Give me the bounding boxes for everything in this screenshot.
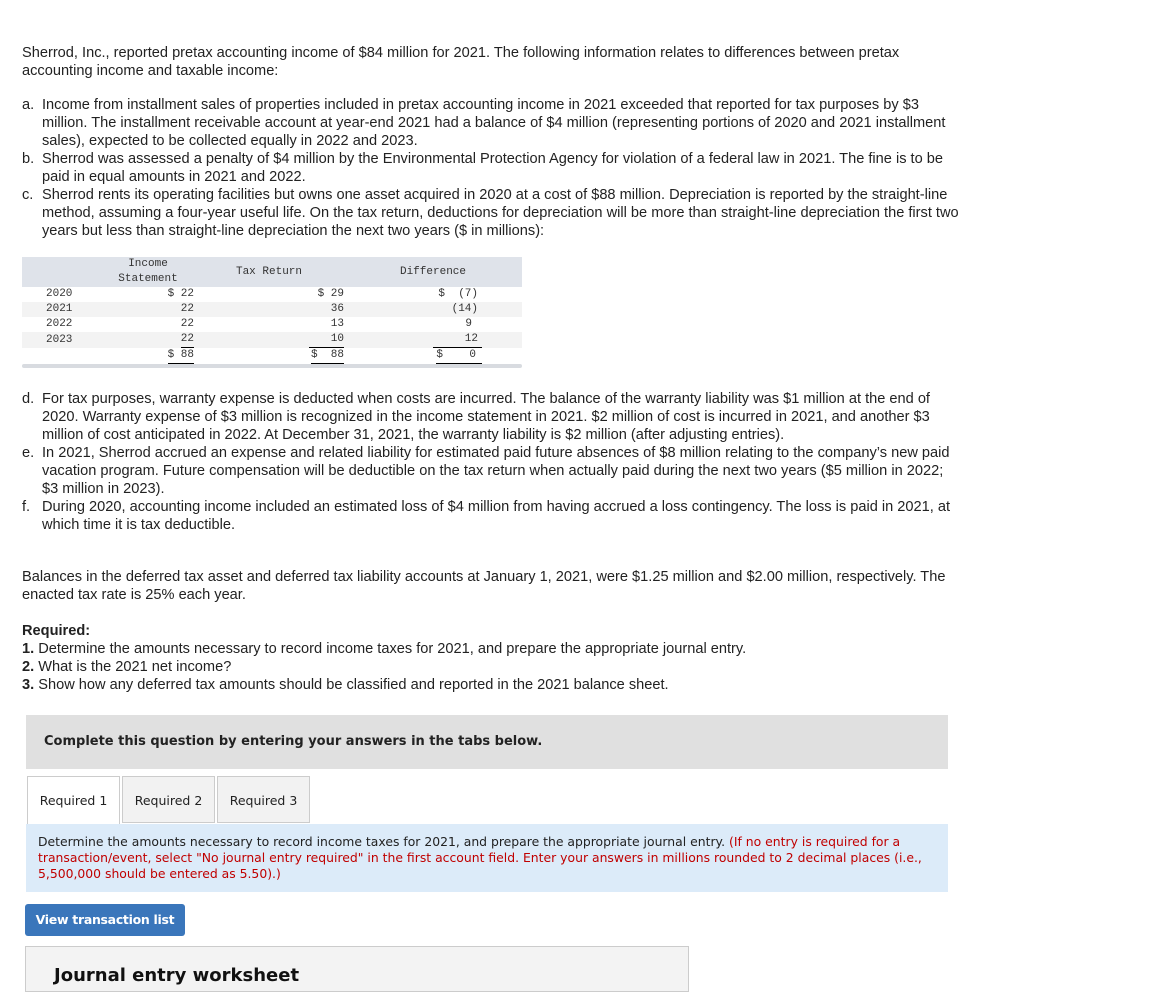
required-heading: Required:: [22, 623, 91, 639]
difference-cell: (14): [344, 302, 522, 317]
item-label: e.: [22, 445, 35, 461]
required-text: What is the 2021 net income?: [38, 659, 232, 675]
tab-required-2[interactable]: Required 2: [122, 776, 215, 823]
tab-required-3[interactable]: Required 3: [217, 776, 310, 823]
required-item: [22, 658, 962, 676]
table-row: [22, 287, 522, 302]
header-difference: Difference: [344, 257, 522, 287]
difference-cell: 9: [465, 318, 472, 330]
year-cell: 2021: [22, 302, 102, 317]
required-num: 2.: [22, 659, 35, 675]
item-f: [22, 498, 962, 534]
table-header-row: [22, 257, 522, 287]
item-a: [22, 96, 962, 150]
required-item: [22, 676, 962, 694]
item-label: c.: [22, 187, 34, 203]
item-d: [22, 390, 962, 444]
balances-text: Balances in the deferred tax asset and deferred tax liability accounts at January 1, 2021, were $1.25 million and $2.00 million, respectively. The enacted tax rate is 25% each year.: [22, 569, 946, 603]
header-year: [22, 257, 102, 287]
item-text: During 2020, accounting income included an estimated loss of $4 million from having accrued a loss contingency. The loss is paid in 2021, at which time it is tax deductible.: [42, 499, 951, 533]
item-b: [22, 150, 962, 186]
view-transaction-list-button[interactable]: View transaction list: [25, 904, 185, 936]
item-c: [22, 186, 962, 240]
year-cell: 2020: [46, 288, 73, 300]
table-row: [22, 317, 522, 332]
item-text: In 2021, Sherrod accrued an expense and related liability for estimated paid future absences of $8 million relating to the company’s new paid vacation program. Future compensation will be deductible on the tax return when actually paid during the next two years ($5 million in 2022; $3 million in 2023).: [42, 445, 950, 497]
year-cell: 2022: [46, 318, 73, 330]
tax-return-cell: 36: [194, 302, 344, 317]
depreciation-table: [22, 257, 522, 370]
required-section: [22, 622, 962, 694]
instruction-note: (If no entry is required for a transaction/event, select "No journal entry required" in the first account field. Enter your answers in millions rounded to 2 decimal places (i.e., 5,500,000 should be entered as 5.50).): [38, 834, 922, 881]
item-label: d.: [22, 391, 35, 407]
table-row: [22, 332, 522, 348]
tab-bar: [26, 776, 948, 825]
difference-cell: 12: [433, 332, 482, 348]
table-row: [22, 302, 522, 317]
difference-total: $ 0: [436, 348, 482, 366]
required-item: [22, 640, 962, 658]
income-statement-cell: 22: [180, 318, 194, 330]
income-statement-cell: 22: [181, 332, 194, 348]
tab-instructions: [26, 824, 948, 892]
header-income-statement: Income Statement: [102, 257, 194, 287]
tab-required-1[interactable]: Required 1: [27, 776, 120, 825]
header-tax-return: Tax Return: [194, 257, 344, 287]
worksheet-title: Journal entry worksheet: [54, 965, 300, 986]
instruction-main: Determine the amounts necessary to record income taxes for 2021, and prepare the appropriate journal entry.: [38, 834, 726, 849]
item-text: Sherrod was assessed a penalty of $4 million by the Environmental Protection Agency for violation of a federal law in 2021. The fine is to be paid in equal amounts in 2021 and 2022.: [42, 151, 944, 185]
required-num: 3.: [22, 677, 35, 693]
income-statement-cell: 22: [102, 302, 194, 317]
item-text: Sherrod rents its operating facilities but owns one asset acquired in 2020 at a cost of $88 million. Depreciation is reported by the straight-line method, assuming a four-year useful life. On the tax return, deductions for depreciation will be more than straight-line depreciation the first two years but less than straight-line depreciation the next two years ($ in millions):: [42, 187, 959, 239]
income-statement-cell: $ 22: [167, 288, 194, 300]
item-label: b.: [22, 151, 35, 167]
item-text: Income from installment sales of properties included in pretax accounting income in 2021 exceeded that reported for tax purposes by $3 million. The installment receivable account at year-end 2021 had a balance of $4 million (representing portions of 2020 and 2021 installment sales), expected to be collected equally in 2022 and 2023.: [42, 97, 946, 149]
income-statement-total: $ 88: [168, 348, 194, 366]
year-cell: 2023: [22, 332, 102, 348]
tax-return-total: $ 88: [311, 348, 344, 366]
item-label: f.: [22, 499, 31, 515]
instructions-banner: Complete this question by entering your answers in the tabs below.: [26, 715, 948, 769]
journal-entry-worksheet: [25, 946, 689, 992]
intro-text: Sherrod, Inc., reported pretax accounting income of $84 million for 2021. The following information relates to differences between pretax accounting income and taxable income:: [22, 45, 900, 79]
difference-cell: $ (7): [438, 288, 478, 300]
tax-return-cell: 10: [309, 332, 344, 348]
item-label: a.: [22, 97, 35, 113]
required-num: 1.: [22, 641, 35, 657]
required-text: Show how any deferred tax amounts should be classified and reported in the 2021 balance sheet.: [38, 677, 669, 693]
tax-return-cell: 13: [330, 318, 344, 330]
tax-return-cell: $ 29: [317, 288, 344, 300]
item-text: For tax purposes, warranty expense is deducted when costs are incurred. The balance of the warranty liability was $1 million at the end of 2020. Warranty expense of $3 million is recognized in the income statement in 2021. $2 million of cost is incurred in 2021, and another $3 million of cost anticipated in 2022. At December 31, 2021, the warranty liability is $2 million (after adjusting entries).: [42, 391, 930, 443]
item-e: [22, 444, 962, 498]
required-text: Determine the amounts necessary to record income taxes for 2021, and prepare the appropriate journal entry.: [38, 641, 747, 657]
table-scrollbar[interactable]: [22, 364, 522, 368]
